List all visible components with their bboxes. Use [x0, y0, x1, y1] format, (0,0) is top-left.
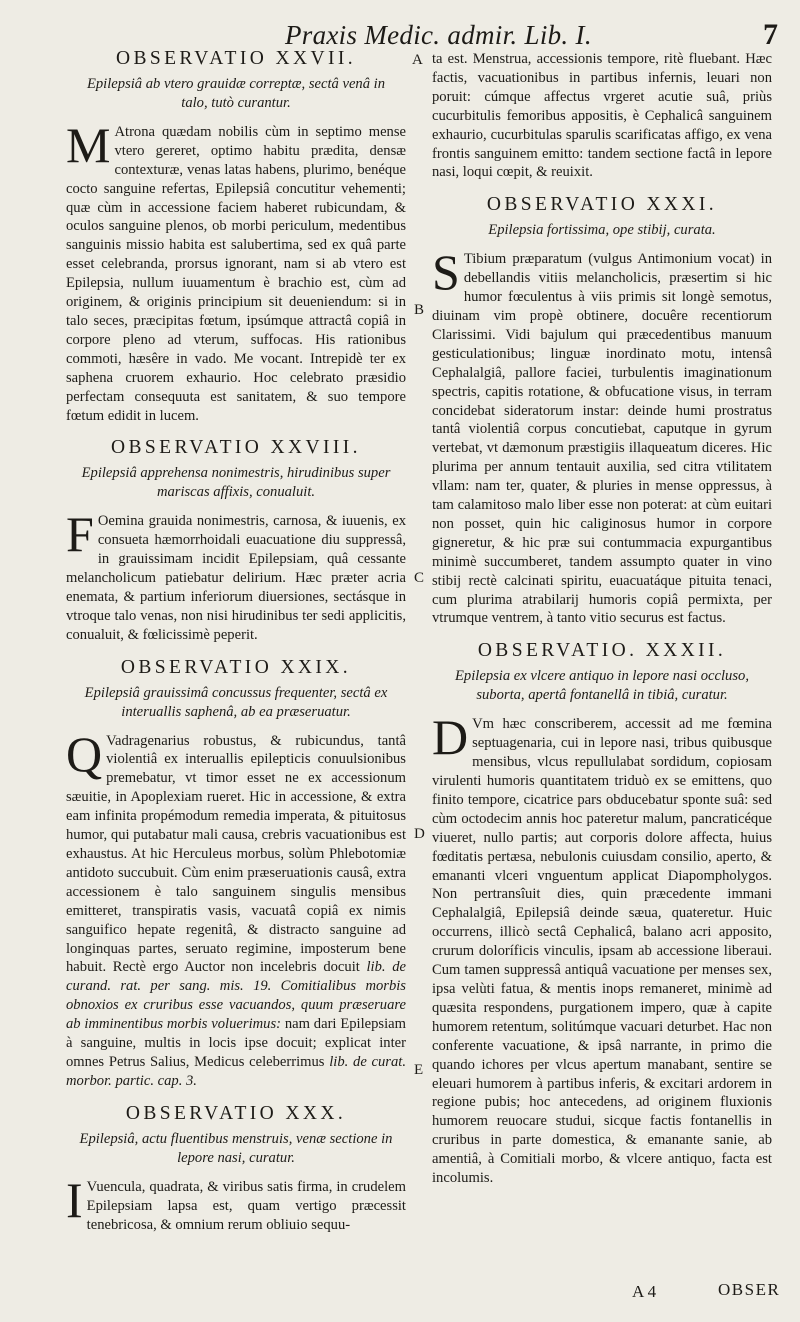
observation-28 — [66, 439, 406, 644]
observation-subtitle: Epilepsiâ apprehensa nonimestris, hirudinibus super mariscas affixis, conualuit. — [81, 465, 391, 501]
drop-cap: F — [66, 506, 94, 563]
observation-title: OBSERVATIO XXVII. — [115, 48, 357, 69]
observation-body — [66, 116, 406, 426]
observation-31 — [432, 196, 772, 628]
observation-title: OBSERVATIO XXIX. — [120, 656, 352, 678]
citation: lib. de curat. morbor. partic. cap. 3. — [66, 1053, 406, 1089]
drop-cap: M — [66, 116, 111, 173]
observation-subtitle: Epilepsiâ, actu fluentibus menstruis, venæ sectione in lepore nasi, curatur. — [79, 1130, 393, 1166]
citation: lib. de curand. rat. per sang. mis. 19. Comitialibus morbis obnoxios ex cruribus esse vacuandos, quum præseruare ab imminentibus morbis voluerimus: — [66, 959, 406, 1033]
observation-subtitle: Epilepsia fortissima, ope stibij, curata. — [488, 222, 716, 239]
observation-body — [66, 506, 406, 644]
body-text: nam dari Epilepsiam à sanguine, multis in locis ipse docuit; explicat inter omnes Petrus Salius, Medicus celeberrimus — [66, 1016, 406, 1070]
observation-body — [432, 709, 772, 1188]
left-column — [66, 50, 406, 1234]
page-number: 7 — [763, 18, 778, 51]
right-column — [432, 50, 772, 1188]
observation-subtitle: Epilepsia ex vlcere antiquo in lepore nasi occluso, suborta, apertâ fontanellâ in tibiâ, curatur. — [455, 668, 749, 704]
observation-title: OBSERVATIO. XXXII. — [477, 640, 727, 662]
observation-body — [66, 1171, 406, 1235]
margin-letter-a: A — [412, 52, 423, 68]
observation-27 — [66, 50, 406, 425]
catchword: OBSER — [718, 1280, 781, 1299]
signature-mark: A 4 — [632, 1282, 657, 1301]
body-text: Tibium præparatum (vulgus Antimonium vocat) in debellandis vitiis melancholicis, præsertim si hic humor fœculentus à viis primis sit longè semotus, diuinam vim propè obtinere, docuêre recentiorum Clarissimi. Vidi bajulum qui præcedentibus manuum gesticulationibus; linguæ inordinato motu, intensâ Cephalalgiâ, pallore faciei, turbulentis imaginationum spectris, capitis rotatione, & obfucatione visus, in terram concidebat sideratorum instar: deinde humi prostratus tantâ violentiâ corpus concutiebat, caputque in gyrum vertebat, vt dæmonum præstigiis illaqueatum diceres. Hic plurima per annum tentauit auxilia, sed citra vtilitatem vllam: nam ter, quater, & pluries in mense oppressus, à tam calamitoso malo liber esse non poterat: at cùm euitari non posset, quin hic caliginosus humor in corpore gigneretur, & hic præ sui contummacia expurgantibus minimè succumberet, tandem assumpto quater in vino stibij rectè calcinati spiritu, euacuatáque pituita tenaci, cum plurima atrabilarij humoris copiâ permixta, per vtrumque ventrem, à tanto vitio securus est factus. — [432, 251, 772, 627]
observation-30 — [66, 1102, 406, 1235]
margin-letter-d: D — [414, 826, 425, 842]
drop-cap: D — [432, 709, 469, 766]
observation-title: OBSERVATIO XXXI. — [486, 194, 718, 216]
running-title: Praxis Medic. admir. Lib. I. — [285, 20, 592, 50]
observation-body — [432, 244, 772, 628]
margin-letter-c: C — [414, 570, 425, 586]
observation-subtitle: Epilepsiâ grauissimâ concussus frequenter, sectâ ex interuallis saphenâ, ab ea præseruatur. — [84, 684, 388, 720]
drop-cap: I — [66, 1171, 83, 1228]
observation-subtitle: Epilepsiâ ab vtero grauidæ correptæ, sectâ venâ in talo, tutò curantur. — [86, 75, 386, 111]
margin-letter-e: E — [414, 1062, 424, 1078]
body-text: Atrona quædam nobilis cùm in septimo mense vtero gereret, optimo habitu prædita, densæ contexturæ, venas latas habens, plurimo, benéque cocto sanguine refertas, Epilepsiâ concutitur vehementi; quæ cùm in accessione faciem haberet rubicundam, & oculos sanguine plenos, ob morbi periculum, medentibus sanguinis missio habita est salubertima, sed ex quâ parte esset celebranda, prorsus ignorant, nam si ab vtero est Epilepsia, nullum iuuamentum è brachio est, cùm ad originem, & originis principium sit deueniendum: si in talo seces, præcipitas fœtum, ipsúmque attractâ copiâ in corpore pleno ad vterum, suffocas. His rationibus commoti, hæsêre in vado. Me vocant. Intrepidè ter ex saphena cruorem exhaurio. Hoc celebrato præsidio perfectam consequuta est sanitatem, & suo tempore fœtum edidit in lucem. — [66, 123, 406, 424]
observation-32 — [432, 642, 772, 1188]
drop-cap: S — [432, 244, 460, 301]
body-text: Oemina grauida nonimestris, carnosa, & iuuenis, ex consueta hæmorrhoidali euacuatione diu suppressâ, in grauissimam incidit Epilepsiam, quâ cessante melancholicum patiebatur delirium. Hæc præter acria enemata, & partium inferiorum diuersiones, sectásque in vtroque talo venas, non nisi hirudinibus ter sedi applicitis, conualuit, & fœlicissimè peperit. — [66, 513, 406, 643]
observation-title: OBSERVATIO XXX. — [125, 1102, 347, 1124]
margin-letter-b: B — [414, 302, 425, 318]
observation-29 — [66, 656, 406, 1091]
body-text: Vm hæc conscriberem, accessit ad me fœmina septuagenaria, cui in lepore nasi, tribus quibusque mensibus, vlcus repullulabat sordidum, copiosam virulenti humoris quantitatem triduò ex se emittens, quo finito tempore, cicatrice pars obducebatur sponte suâ: sed cùm octodecim annis hoc pateretur malum, pancraticéque viueret, nullo partis; aut corporis dolore affecta, huius fœditatis pertæsa, nebulonis cuiusdam consilio, aperto, & emananti vlceri vnguentum applicat Diapompholygos. Non pertransîuit dies, quin præcedente immani Cephalalgiâ, Epilepsiâ deinde sæua, quateretur. Huic occurrens, illicò sectâ Cephalicâ, balano acri apposito, crurum doloríficis vinculis, ipsam ab accessione liberaui. Cum tamen suppressâ antiquâ vacuatione per menses sex, ipsa velùti fatua, & mentis inops remaneret, minimè ad quæsita respondens, purgationem impero, quæ à capite humorem retentum, solitúmque vacuari deturbet. Hac non conferente vacuatione, & ipsâ narrante, in primo die quando ichores per vlcus apertum manabant, sentire se eleuari humorem à partibus inferis, & excitari ardorem in regione pubis; hoc antecedens, ad originem fluxionis humorem reuocare studui, sicque factis fontanellis in cruribus in parte domestica, & emanante sanie, ab amentiâ, à Comitiali morbo, & vlcere antiquo, facta est incolumis. — [432, 716, 772, 1187]
body-text: Vuencula, quadrata, & viribus satis firma, in crudelem Epilepsiam lapsa est, quam vertigo præcessit tenebricosa, & omnium rerum obliuio sequu- — [86, 1178, 406, 1233]
observation-body — [66, 725, 406, 1091]
drop-cap: Q — [66, 725, 103, 782]
observation-title: OBSERVATIO XXVIII. — [111, 437, 361, 459]
observation-30-continued: ta est. Menstrua, accessionis tempore, ritè fluebant. Hæc factis, vacuationibus in partibus infernis, leuari non poruit: cúmque affectus vrgeret acutie suâ, priùs cucurbitulis femoribus appositis, è Cephalicâ sanguinem exhaurio, cucurbitulas sparulis scarificatas affigo, ex vena frontis sanguinem emitto: tandem sectione factâ in lepore nasi, loqui cœpit, & reuixit. — [432, 51, 772, 181]
body-text: Vadragenarius robustus, & rubicundus, tantâ violentiâ ex interuallis epilepticis conuulsionibus premebatur, vt timor esset ne ex accessionum sæuitie, in Apoplexiam rueret. Hic in accessione, & extra eam infinita propémodum remedia imperata, & pituitosus humor, qui putabatur mali causa, crebris vacuationibus est exhaustus. At hic Herculeus morbus, solùm Phlebotomiæ antidoto succubuit. Cùm enim præseruationis causâ, extra accessionem è talo sanguinem singulis mensibus emitteret, transpiratis vasis, vacuatâ copiâ ex nimis sanguifico hepate regenitâ, & distracto sanguine ad longinquas partes, seruato regimine, imposterum bene habuit. Rectè ergo Auctor non incelebris docuit — [66, 732, 406, 976]
